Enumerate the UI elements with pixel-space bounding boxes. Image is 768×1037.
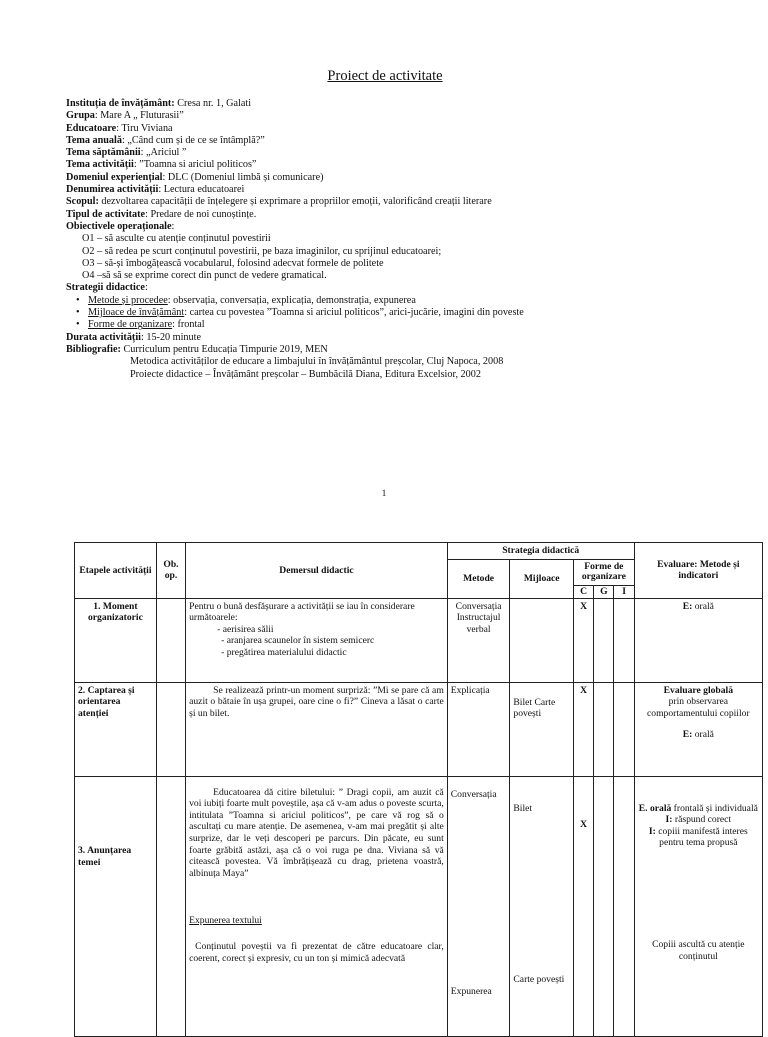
info-denumirea: Denumirea activității: Lectura educatoarei xyxy=(66,184,245,196)
info-durata: Durata activității: 15-20 minute xyxy=(66,331,201,343)
header-metode: Metode xyxy=(447,559,510,598)
row-mijloace: Bilet Carte povești xyxy=(510,776,574,1036)
info-institutia: Instituția de învățământ: Cresa nr. 1, Galati xyxy=(66,98,252,109)
header-i: I xyxy=(614,585,634,598)
strategy-list xyxy=(66,295,746,332)
info-scopul: Scopul: dezvoltarea capacității de înțelegere și exprimare a propriilor emoții, valorificând creații literare xyxy=(66,196,492,208)
project-info xyxy=(66,98,746,381)
activity-table xyxy=(74,542,763,1037)
header-demersul: Demersul didactic xyxy=(186,543,448,599)
header-etapele: Etapele activității xyxy=(75,543,157,599)
page-number: 1 xyxy=(381,488,387,498)
header-g: G xyxy=(594,585,614,598)
info-domeniul: Domeniul experiențial: DLC (Domeniul limbă și comunicare) xyxy=(66,171,324,183)
strategy-metode: • Metode și procedee: observația, conversația, explicația, demonstrația, expunerea xyxy=(88,295,746,307)
info-tema-activitatii: Tema activității: ”Toamna si ariciul politicos” xyxy=(66,159,257,171)
header-strategia: Strategia didactică xyxy=(447,543,634,560)
bibliografie-item-3: Proiecte didactice – Învățământ preșcolar – Bumbăcilă Diana, Editura Excelsior, 2002 xyxy=(130,368,481,380)
demers-subtitle: Expunerea textului xyxy=(189,915,262,927)
row-etapa: 2. Captarea și orientarea atenției xyxy=(75,682,157,776)
row-demers: Pentru o bună desfășurare a activității se iau în considerare următoarele: - aerisirea sălii - aranjarea scaunelor în sistem semicerc - pregătirea materialului didactic xyxy=(186,598,448,682)
header-c: C xyxy=(574,585,594,598)
row-metode: Conversația Instructajul verbal xyxy=(447,598,510,682)
row-metode: Explicația xyxy=(447,682,510,776)
info-tema-saptamanii: Tema săptămânii: „Ariciul ” xyxy=(66,147,187,159)
info-tema-anuala: Tema anuală: „Când cum și de ce se întâmplă?” xyxy=(66,134,265,146)
header-evaluare: Evaluare: Metode și indicatori xyxy=(634,543,762,599)
row-evaluare: E: orală xyxy=(634,598,762,682)
bibliografie-item-2: Metodica activităților de educare a limbajului în învățământul preșcolar, Cluj Napoca, 2008 xyxy=(130,356,504,368)
row-etapa: 3. Anunțarea temei xyxy=(75,776,157,1036)
row-evaluare: Evaluare globală prin observarea comportamentului copiilor E: orală xyxy=(634,682,762,776)
objective-o1: O1 – să asculte cu atenție conținutul povestirii xyxy=(82,233,271,245)
table-row xyxy=(75,598,763,682)
info-educatoare: Educatoare: Tiru Viviana xyxy=(66,122,173,134)
document-title: Proiect de activitate xyxy=(327,68,443,84)
table-row xyxy=(75,682,763,776)
row-demers: Educatoarea dă citire biletului: ” Dragi copii, am auzit că voi iubiți foarte mult poveștile, așa că v-am adus o poveste scurta, intitulata ”Toamna si ariciul politicos”, pe care vă rog să o ascultați cu mare atenție. De asemenea, v-am mai pregătit și alte surprize, dar le veți descoperi pe parcurs. Din păcate, eu sunt foarte grăbită astăzi, așa că o voi ruga pe dna. Viviana să vă citească povestea. Vă îmbrățișează cu drag, prietena voastră, albinuța Maya” Expunerea textului Conținutul poveștii va fi prezentat de către educatoare clar, coerent, corect și expresiv, cu un ton și mimică adecvată xyxy=(186,776,448,1036)
objective-o4: O4 –să să se exprime corect din punct de vedere gramatical. xyxy=(82,270,327,282)
row-mijloace xyxy=(510,598,574,682)
info-strategii: Strategii didactice: xyxy=(66,282,148,294)
info-bibliografie: Bibliografie: Curriculum pentru Educația Timpurie 2019, MEN xyxy=(66,343,328,355)
row-c-mark: X xyxy=(574,682,594,776)
strategy-mijloace: • Mijloace de învățământ: cartea cu povestea ”Toamna si ariciul politicos”, arici-jucărie, imagini din poveste xyxy=(88,307,746,319)
info-grupa: Grupa: Mare A „ Fluturasii” xyxy=(66,110,184,122)
table-row xyxy=(75,776,763,1036)
info-tipul: Tipul de activitate: Predare de noi cunoștințe. xyxy=(66,208,257,220)
header-ob: Ob. op. xyxy=(156,543,185,599)
objective-o2: O2 – să redea pe scurt conținutul povestirii, pe baza imaginilor, cu sprijinul educatoarei; xyxy=(82,245,442,257)
row-demers: Se realizează printr-un moment surpriză: ”Mi se pare că am auzit o bătaie în ușa grupei, oare cine o fi?” Cineva a lăsat o carte și un bilet. xyxy=(186,682,448,776)
row-c-mark: X xyxy=(574,776,594,1036)
row-etapa: 1. Moment organizatoric xyxy=(75,598,157,682)
row-evaluare: E. orală frontală și individuală I: răspund corect I: copiii manifestă interes pentru tema propusă Copiii ascultă cu atenție conținutul xyxy=(634,776,762,1036)
strategy-forme: • Forme de organizare: frontal xyxy=(88,319,746,331)
row-metode: Conversația Expunerea xyxy=(447,776,510,1036)
row-mijloace: Bilet Carte povești xyxy=(510,682,574,776)
row-c-mark: X xyxy=(574,598,594,682)
header-forme: Forme de organizare xyxy=(574,559,635,585)
info-obiective: Obiectivele operaționale: xyxy=(66,220,175,232)
header-mijloace: Mijloace xyxy=(510,559,574,598)
objective-o3: O3 – să-și îmbogățească vocabularul, folosind adecvat formele de politete xyxy=(82,257,384,269)
